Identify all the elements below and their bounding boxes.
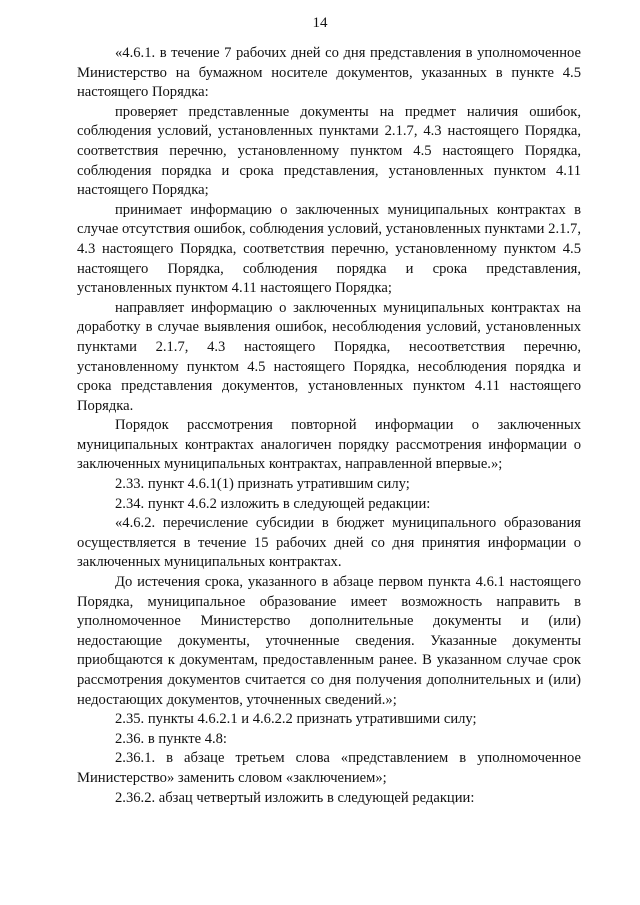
paragraph-2-36-2: 2.36.2. абзац четвертый изложить в следующей редакции:	[115, 789, 475, 806]
paragraph-additional-documents: До истечения срока, указанного в абзаце первом пункта 4.6.1 настоящего Порядка, муниципальное образование имеет возможность направить в уполномоченное Министерство дополнительные документы и (или) недостающие документы, уточненные сведения. Указанные документы приобщаются к документам, предоставленным ранее. В указанном случае срок рассмотрения документов считается со дня получения дополнительных и (или) недостающих документов, уточненных сведений.»;	[77, 574, 581, 708]
paragraph-2-35: 2.35. пункты 4.6.2.1 и 4.6.2.2 признать утратившими силу;	[115, 711, 477, 728]
paragraph-2-33: 2.33. пункт 4.6.1(1) признать утратившим силу;	[115, 476, 410, 493]
paragraph-repeat-review-procedure: Порядок рассмотрения повторной информации о заключенных муниципальных контрактах аналогичен порядку рассмотрения информации о заключенных муниципальных контрактах, направленной впервые.»;	[77, 417, 581, 473]
paragraph-returns-for-revision: направляет информацию о заключенных муниципальных контрактах на доработку в случае выявления ошибок, несоблюдения условий, установленных пунктами 2.1.7, 4.3 настоящего Порядка, несоответствия перечню, установленному пунктом 4.5 настоящего Порядка, несоблюдения порядка и срока представления документов, установленных пунктом 4.11 настоящего Порядка.	[77, 299, 581, 414]
paragraph-4-6-1: «4.6.1. в течение 7 рабочих дней со дня представления в уполномоченное Министерство на бумажном носителе документов, указанных в пункте 4.5 настоящего Порядка:	[77, 45, 581, 101]
paragraph-2-36-1: 2.36.1. в абзаце третьем слова «представлением в уполномоченное Министерство» заменить словом «заключением»;	[77, 750, 581, 786]
paragraph-2-36: 2.36. в пункте 4.8:	[115, 730, 227, 747]
document-body	[77, 44, 581, 808]
paragraph-4-6-2: «4.6.2. перечисление субсидии в бюджет муниципального образования осуществляется в течение 15 рабочих дней со дня принятия информации о заключенных муниципальных контрактах.	[77, 515, 581, 571]
paragraph-checks-documents: проверяет представленные документы на предмет наличия ошибок, соблюдения условий, установленных пунктами 2.1.7, 4.3 настоящего Порядка, соответствия перечню, установленному пунктом 4.5 настоящего Порядка, соблюдения порядка и срока представления, установленных пунктом 4.11 настоящего Порядка;	[77, 103, 581, 199]
paragraph-2-34: 2.34. пункт 4.6.2 изложить в следующей редакции:	[115, 495, 431, 512]
paragraph-accepts-information: принимает информацию о заключенных муниципальных контрактах в случае отсутствия ошибок, соблюдения условий, установленных пунктами 2.1.7, 4.3 настоящего Порядка, соответствия перечню, установленному пунктом 4.5 настоящего Порядка, соблюдения порядка и срока представления, установленных пунктом 4.11 настоящего Порядка;	[77, 201, 581, 297]
page-number: 14	[312, 15, 328, 31]
